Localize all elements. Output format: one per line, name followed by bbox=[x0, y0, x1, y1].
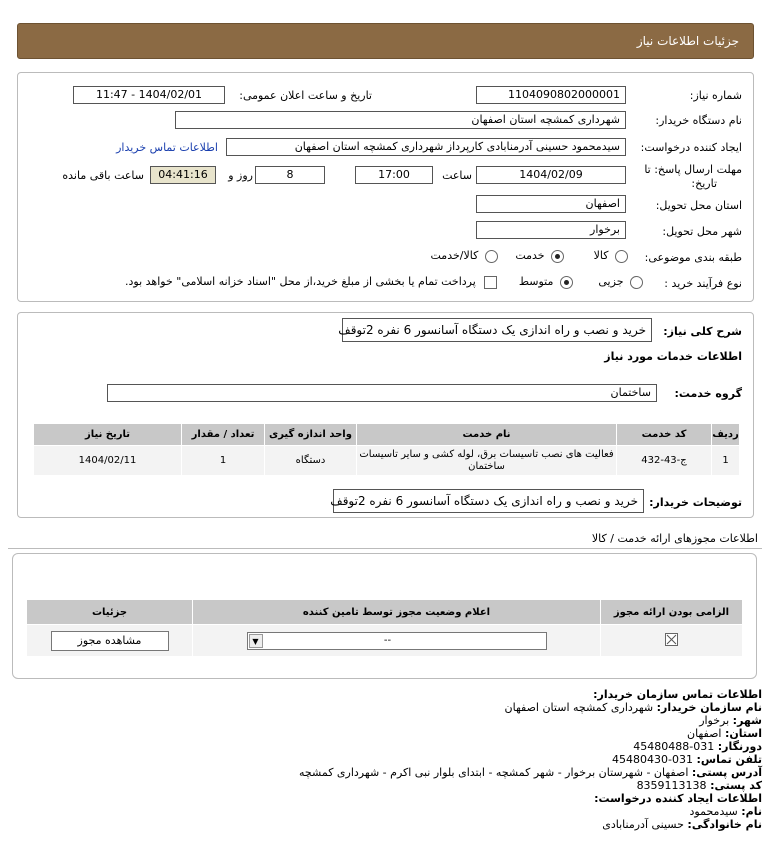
view-permit-button[interactable]: مشاهده مجوز bbox=[51, 631, 169, 651]
remaining-label: ساعت باقی مانده bbox=[62, 169, 144, 182]
services-table-header bbox=[34, 424, 740, 446]
cell-unit: دستگاه bbox=[265, 446, 357, 476]
col-unit: واحد اندازه گیری bbox=[265, 424, 357, 446]
chevron-down-icon[interactable]: ▼ bbox=[249, 634, 263, 648]
category-option-service: خدمت bbox=[515, 249, 545, 262]
checked-box-icon bbox=[665, 633, 678, 646]
cell-need-date: 1404/02/11 bbox=[34, 446, 182, 476]
cell-service-code: ج-43-432 bbox=[617, 446, 712, 476]
need-number-field: 1104090802000001 bbox=[476, 86, 626, 104]
col-service-code: کد خدمت bbox=[617, 424, 712, 446]
permits-table-header bbox=[27, 600, 743, 625]
buyer-notes-field: خرید و نصب و راه اندازی یک دستگاه آسانسور 6 نفره 2توقف bbox=[333, 489, 644, 513]
contact-section bbox=[0, 688, 770, 845]
permits-divider bbox=[8, 548, 762, 549]
contact-postal-code: کد پستی: 8359113138 bbox=[636, 779, 762, 792]
service-group-label: گروه خدمت: bbox=[674, 387, 742, 400]
col-need-date: تاریخ نیاز bbox=[34, 424, 182, 446]
need-number-label: شماره نیاز: bbox=[689, 89, 742, 102]
contact-title: اطلاعات تماس سازمان خریدار: bbox=[593, 688, 762, 701]
col-permit-details: جزئیات bbox=[27, 600, 193, 625]
cell-permit-required bbox=[601, 625, 743, 657]
deadline-label: مهلت ارسال پاسخ: تا bbox=[644, 163, 742, 176]
announce-datetime-field: 1404/02/01 - 11:47 bbox=[73, 86, 225, 104]
permit-status-select[interactable] bbox=[247, 632, 547, 650]
province-label: استان محل تحویل: bbox=[655, 199, 742, 212]
creator-label: ایجاد کننده درخواست: bbox=[640, 141, 742, 154]
category-radio-group bbox=[428, 249, 629, 263]
services-title: اطلاعات خدمات مورد نیاز bbox=[604, 350, 742, 363]
creator-field: سیدمحمود حسینی آدرمنابادی کارپرداز شهرداری کمشچه استان اصفهان bbox=[226, 138, 626, 156]
process-radio-minor[interactable] bbox=[630, 276, 643, 289]
description-field: خرید و نصب و راه اندازی یک دستگاه آسانسور 6 نفره 2توقف bbox=[342, 318, 652, 342]
col-permit-required: الزامی بودن ارائه مجوز bbox=[601, 600, 743, 625]
cell-quantity: 1 bbox=[182, 446, 265, 476]
contact-address: آدرس پستی: اصفهان - شهرستان برخوار - شهر کمشچه - ابتدای بلوار نبی اکرم - شهرداری کمشچه bbox=[299, 766, 762, 779]
payment-note: پرداخت تمام یا بخشی از مبلغ خرید،از محل "اسناد خزانه اسلامی" خواهد بود. bbox=[125, 275, 476, 288]
deadline-date-label: تاریخ: bbox=[691, 177, 717, 190]
category-option-goods-service: کالا/خدمت bbox=[430, 249, 479, 262]
col-permit-status: اعلام وضعیت مجوز توسط تامین کننده bbox=[193, 600, 601, 625]
province-field: اصفهان bbox=[476, 195, 626, 213]
page-title: جزئیات اطلاعات نیاز bbox=[636, 34, 739, 48]
deadline-date-field: 1404/02/09 bbox=[476, 166, 626, 184]
city-field: برخوار bbox=[476, 221, 626, 239]
col-service-name: نام خدمت bbox=[357, 424, 617, 446]
col-quantity: تعداد / مقدار bbox=[182, 424, 265, 446]
need-details-panel bbox=[17, 72, 754, 302]
table-row bbox=[27, 625, 743, 657]
process-option-medium: متوسط bbox=[518, 275, 554, 288]
contact-phone: تلفن تماس: 031-45480430 bbox=[612, 753, 762, 766]
creator-info-title: اطلاعات ایجاد کننده درخواست: bbox=[594, 792, 762, 805]
cell-service-name: فعالیت های نصب تاسیسات برق، لوله کشی و سایر تاسیسات ساختمان bbox=[357, 446, 617, 476]
process-radio-medium[interactable] bbox=[560, 276, 573, 289]
buyer-notes-label: توضیحات خریدار: bbox=[649, 496, 742, 509]
header-bar bbox=[17, 23, 754, 59]
contact-province: استان: اصفهان bbox=[687, 727, 762, 740]
col-row-number: ردیف bbox=[712, 424, 740, 446]
process-label: نوع فرآیند خرید : bbox=[664, 277, 742, 290]
contact-fax: دورنگار: 031-45480488 bbox=[633, 740, 762, 753]
days-label: روز و bbox=[228, 169, 253, 182]
category-option-goods: کالا bbox=[593, 249, 609, 262]
contact-buyer-name: نام سازمان خریدار: شهرداری کمشچه استان اصفهان bbox=[504, 701, 762, 714]
buyer-org-field: شهرداری کمشچه استان اصفهان bbox=[175, 111, 626, 129]
category-radio-service[interactable] bbox=[551, 250, 564, 263]
remaining-time-field: 04:41:16 bbox=[150, 166, 216, 184]
treasury-checkbox[interactable] bbox=[484, 276, 497, 289]
permits-title: اطلاعات مجوزهای ارائه خدمت / کالا bbox=[591, 532, 758, 545]
buyer-org-label: نام دستگاه خریدار: bbox=[655, 114, 742, 127]
days-field: 8 bbox=[255, 166, 325, 184]
process-radio-group bbox=[120, 275, 643, 289]
description-panel bbox=[17, 312, 754, 518]
cell-permit-details bbox=[27, 625, 193, 657]
table-row bbox=[34, 446, 740, 476]
category-radio-goods[interactable] bbox=[615, 250, 628, 263]
permits-table bbox=[26, 599, 743, 657]
description-label: شرح کلی نیاز: bbox=[663, 325, 742, 338]
contact-city: شهر: برخوار bbox=[699, 714, 762, 727]
contact-buyer-link[interactable]: اطلاعات تماس خریدار bbox=[116, 141, 218, 154]
announce-label: تاریخ و ساعت اعلان عمومی: bbox=[239, 89, 372, 102]
service-group-field: ساختمان bbox=[107, 384, 657, 402]
creator-last-name: نام خانوادگی: حسینی آدرمنابادی bbox=[602, 818, 762, 831]
category-radio-goods-service[interactable] bbox=[485, 250, 498, 263]
services-table bbox=[33, 423, 740, 476]
category-label: طبقه بندی موضوعی: bbox=[644, 251, 742, 264]
process-option-minor: جزیی bbox=[598, 275, 624, 288]
cell-permit-status bbox=[193, 625, 601, 657]
creator-first-name: نام: سیدمحمود bbox=[689, 805, 762, 818]
deadline-time-label: ساعت bbox=[442, 169, 472, 182]
cell-row-number: 1 bbox=[712, 446, 740, 476]
permit-status-value: -- bbox=[383, 634, 392, 646]
deadline-time-field: 17:00 bbox=[355, 166, 433, 184]
city-label: شهر محل تحویل: bbox=[662, 225, 742, 238]
